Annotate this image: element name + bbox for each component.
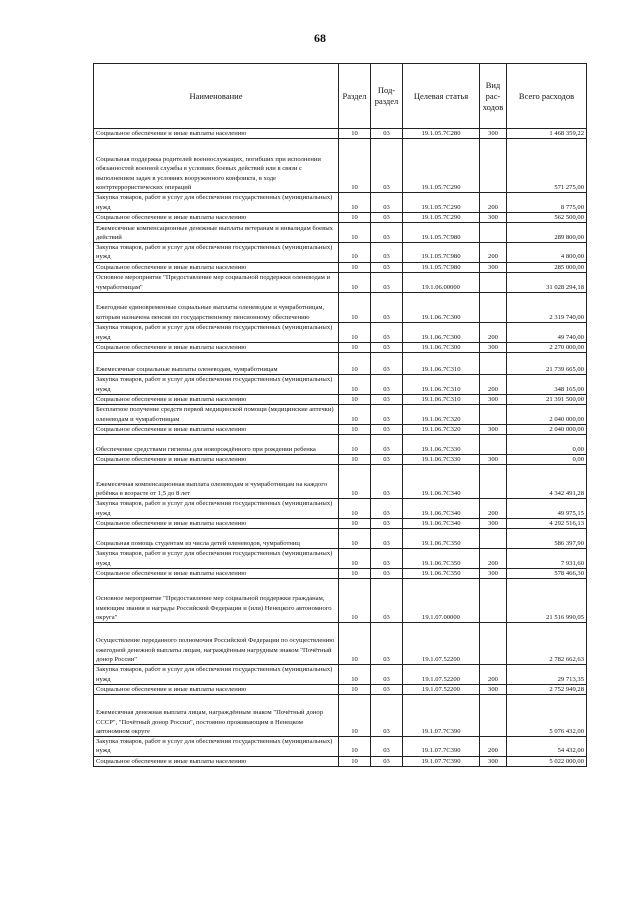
table-row xyxy=(94,262,587,272)
cell-name: Основное мероприятие "Предоставление мер социальной поддержки гражданам, имеющим звания и награды Российской Федерации и (или) Ненецкого автономного округа" xyxy=(94,579,339,623)
cell-name: Социальное обеспечение и иные выплаты населению xyxy=(94,455,339,465)
cell-subsection: 03 xyxy=(371,243,403,263)
cell-total: 2 040 000,00 xyxy=(507,405,587,425)
cell-total: 2 270 000,00 xyxy=(507,343,587,353)
table-row xyxy=(94,623,587,665)
cell-type: 200 xyxy=(480,737,507,757)
cell-type xyxy=(480,293,507,323)
table-row xyxy=(94,405,587,425)
cell-section: 10 xyxy=(339,129,371,139)
cell-type: 300 xyxy=(480,455,507,465)
cell-type: 300 xyxy=(480,262,507,272)
cell-name: Закупка товаров, работ и услуг для обеспечения государственных (муниципальных) нужд xyxy=(94,737,339,757)
cell-section: 10 xyxy=(339,243,371,263)
cell-target: 19.1.06.00000 xyxy=(403,273,480,293)
cell-total: 0,00 xyxy=(507,455,587,465)
cell-target: 19.1.06.7C320 xyxy=(403,405,480,425)
cell-target: 19.1.07.00000 xyxy=(403,579,480,623)
cell-name: Социальное обеспечение и иные выплаты населению xyxy=(94,129,339,139)
table-row xyxy=(94,424,587,434)
cell-target: 19.1.06.7C330 xyxy=(403,455,480,465)
cell-type: 300 xyxy=(480,684,507,694)
table-row xyxy=(94,293,587,323)
cell-section: 10 xyxy=(339,529,371,549)
table-row xyxy=(94,465,587,499)
cell-target: 19.1.06.7C320 xyxy=(403,424,480,434)
table-row xyxy=(94,212,587,222)
cell-type: 300 xyxy=(480,394,507,404)
cell-type xyxy=(480,435,507,455)
cell-section: 10 xyxy=(339,549,371,569)
cell-target: 19.1.05.7C980 xyxy=(403,262,480,272)
cell-target: 19.1.06.7C350 xyxy=(403,549,480,569)
table-row xyxy=(94,455,587,465)
table-row xyxy=(94,756,587,766)
table-row xyxy=(94,375,587,395)
cell-total: 49 740,00 xyxy=(507,323,587,343)
cell-section: 10 xyxy=(339,465,371,499)
table-row xyxy=(94,519,587,529)
cell-subsection: 03 xyxy=(371,549,403,569)
cell-subsection: 03 xyxy=(371,139,403,193)
cell-section: 10 xyxy=(339,353,371,375)
cell-name: Социальное обеспечение и иные выплаты населению xyxy=(94,424,339,434)
cell-subsection: 03 xyxy=(371,519,403,529)
cell-total: 2 040 000,00 xyxy=(507,424,587,434)
cell-target: 19.1.06.7C310 xyxy=(403,353,480,375)
cell-name: Социальное обеспечение и иные выплаты населению xyxy=(94,684,339,694)
cell-type: 200 xyxy=(480,665,507,685)
cell-name: Осуществление переданного полномочия Российской Федерации по осуществлению ежегодной денежной выплаты лицам, награждённым нагрудным знаком "Почётный донор России" xyxy=(94,623,339,665)
table-row xyxy=(94,129,587,139)
table-body xyxy=(94,129,587,767)
cell-target: 19.1.05.7C280 xyxy=(403,129,480,139)
cell-type xyxy=(480,223,507,243)
cell-total: 1 468 359,22 xyxy=(507,129,587,139)
table-row xyxy=(94,193,587,213)
table-row xyxy=(94,223,587,243)
cell-type: 300 xyxy=(480,519,507,529)
cell-subsection: 03 xyxy=(371,568,403,578)
table-row xyxy=(94,499,587,519)
cell-type xyxy=(480,465,507,499)
cell-total: 4 292 516,13 xyxy=(507,519,587,529)
cell-name: Ежемесячная компенсационная выплата оленеводам и чумработницам на каждого ребёнка в возрасте от 1,5 до 8 лет xyxy=(94,465,339,499)
cell-target: 19.1.06.7C330 xyxy=(403,435,480,455)
cell-type: 300 xyxy=(480,129,507,139)
cell-total: 562 500,00 xyxy=(507,212,587,222)
cell-target: 19.1.07.52200 xyxy=(403,623,480,665)
cell-total: 7 931,60 xyxy=(507,549,587,569)
cell-name: Обеспечение средствами гигиены для новорождённого при рождении ребенка xyxy=(94,435,339,455)
cell-type: 300 xyxy=(480,424,507,434)
cell-section: 10 xyxy=(339,405,371,425)
cell-total: 8 775,00 xyxy=(507,193,587,213)
cell-target: 19.1.06.7C350 xyxy=(403,529,480,549)
cell-total: 348 165,00 xyxy=(507,375,587,395)
cell-subsection: 03 xyxy=(371,455,403,465)
cell-total: 4 342 491,28 xyxy=(507,465,587,499)
cell-target: 19.1.05.7C290 xyxy=(403,193,480,213)
cell-subsection: 03 xyxy=(371,273,403,293)
cell-name: Основное мероприятие "Предоставление мер социальной поддержки оленеводам и чумработницам" xyxy=(94,273,339,293)
page-number: 68 xyxy=(314,31,326,45)
cell-type: 300 xyxy=(480,212,507,222)
cell-subsection: 03 xyxy=(371,665,403,685)
cell-section: 10 xyxy=(339,343,371,353)
cell-subsection: 03 xyxy=(371,695,403,737)
cell-type: 200 xyxy=(480,499,507,519)
cell-type xyxy=(480,529,507,549)
cell-type xyxy=(480,579,507,623)
header-expense-type: Вид рас-ходов xyxy=(480,64,507,129)
cell-subsection: 03 xyxy=(371,343,403,353)
cell-total: 31 028 294,18 xyxy=(507,273,587,293)
cell-section: 10 xyxy=(339,684,371,694)
cell-target: 19.1.07.7C390 xyxy=(403,737,480,757)
cell-total: 5 022 000,00 xyxy=(507,756,587,766)
table-row xyxy=(94,737,587,757)
cell-type: 200 xyxy=(480,193,507,213)
cell-name: Закупка товаров, работ и услуг для обеспечения государственных (муниципальных) нужд xyxy=(94,323,339,343)
cell-target: 19.1.06.7C350 xyxy=(403,568,480,578)
cell-total: 21 516 990,05 xyxy=(507,579,587,623)
cell-target: 19.1.06.7C300 xyxy=(403,293,480,323)
cell-total: 54 432,00 xyxy=(507,737,587,757)
cell-total: 49 975,15 xyxy=(507,499,587,519)
table-row xyxy=(94,435,587,455)
cell-total: 571 275,00 xyxy=(507,139,587,193)
cell-subsection: 03 xyxy=(371,353,403,375)
cell-section: 10 xyxy=(339,262,371,272)
cell-section: 10 xyxy=(339,375,371,395)
table-header-row xyxy=(94,64,587,129)
cell-total: 21 739 665,00 xyxy=(507,353,587,375)
cell-type xyxy=(480,695,507,737)
cell-section: 10 xyxy=(339,455,371,465)
table-row xyxy=(94,568,587,578)
header-name: Наименование xyxy=(94,64,339,129)
cell-target: 19.1.07.52200 xyxy=(403,665,480,685)
cell-name: Социальное обеспечение и иные выплаты населению xyxy=(94,568,339,578)
cell-type: 300 xyxy=(480,756,507,766)
cell-name: Закупка товаров, работ и услуг для обеспечения государственных (муниципальных) нужд xyxy=(94,665,339,685)
cell-name: Закупка товаров, работ и услуг для обеспечения государственных (муниципальных) нужд xyxy=(94,193,339,213)
cell-name: Бесплатное получение средств первой медицинской помощи (медицинские аптечки) оленеводам и чумработницам xyxy=(94,405,339,425)
cell-target: 19.1.05.7C980 xyxy=(403,223,480,243)
cell-target: 19.1.05.7C290 xyxy=(403,139,480,193)
cell-name: Ежемесячные социальные выплаты оленеводам, чумработницам xyxy=(94,353,339,375)
cell-name: Социальное обеспечение и иные выплаты населению xyxy=(94,756,339,766)
cell-type xyxy=(480,405,507,425)
header-total: Всего расходов xyxy=(507,64,587,129)
cell-section: 10 xyxy=(339,323,371,343)
cell-subsection: 03 xyxy=(371,394,403,404)
cell-section: 10 xyxy=(339,579,371,623)
cell-target: 19.1.07.7C390 xyxy=(403,756,480,766)
cell-subsection: 03 xyxy=(371,293,403,323)
cell-type xyxy=(480,139,507,193)
cell-subsection: 03 xyxy=(371,499,403,519)
cell-total: 578 466,30 xyxy=(507,568,587,578)
cell-type xyxy=(480,353,507,375)
cell-section: 10 xyxy=(339,435,371,455)
cell-name: Социальное обеспечение и иные выплаты населению xyxy=(94,262,339,272)
cell-section: 10 xyxy=(339,293,371,323)
cell-type: 200 xyxy=(480,323,507,343)
cell-total: 29 713,35 xyxy=(507,665,587,685)
cell-target: 19.1.06.7C310 xyxy=(403,394,480,404)
cell-type: 300 xyxy=(480,343,507,353)
table-row xyxy=(94,394,587,404)
budget-table xyxy=(93,63,587,767)
table-row xyxy=(94,343,587,353)
cell-subsection: 03 xyxy=(371,223,403,243)
cell-section: 10 xyxy=(339,424,371,434)
cell-subsection: 03 xyxy=(371,465,403,499)
table-row xyxy=(94,695,587,737)
cell-target: 19.1.06.7C300 xyxy=(403,343,480,353)
cell-subsection: 03 xyxy=(371,323,403,343)
header-subsection: Под-раздел xyxy=(371,64,403,129)
cell-total: 5 076 432,00 xyxy=(507,695,587,737)
cell-name: Социальная помощь студентам из числа детей оленеводов, чумработниц xyxy=(94,529,339,549)
cell-total: 2 782 662,63 xyxy=(507,623,587,665)
cell-name: Ежемесячная денежная выплата лицам, награждённым знаком "Почётный донор СССР", "Почётный донор России", постоянно проживающим в Ненецком автономном округе xyxy=(94,695,339,737)
table-row xyxy=(94,273,587,293)
cell-name: Социальная поддержка родителей военнослужащих, погибших при исполнении обязанностей военной службы в условиях боевых действий или в связи с выполнением задач в условиях вооруженного конфликта, в ходе контртеррористических операций xyxy=(94,139,339,193)
table-row xyxy=(94,353,587,375)
cell-section: 10 xyxy=(339,139,371,193)
cell-name: Закупка товаров, работ и услуг для обеспечения государственных (муниципальных) нужд xyxy=(94,375,339,395)
cell-total: 4 800,00 xyxy=(507,243,587,263)
table-row xyxy=(94,139,587,193)
cell-section: 10 xyxy=(339,568,371,578)
cell-subsection: 03 xyxy=(371,737,403,757)
header-section: Раздел xyxy=(339,64,371,129)
table-row xyxy=(94,549,587,569)
cell-subsection: 03 xyxy=(371,529,403,549)
cell-subsection: 03 xyxy=(371,405,403,425)
cell-subsection: 03 xyxy=(371,262,403,272)
cell-section: 10 xyxy=(339,737,371,757)
cell-type: 200 xyxy=(480,375,507,395)
cell-subsection: 03 xyxy=(371,193,403,213)
cell-subsection: 03 xyxy=(371,375,403,395)
cell-total: 2 752 949,28 xyxy=(507,684,587,694)
cell-section: 10 xyxy=(339,695,371,737)
table-row xyxy=(94,243,587,263)
cell-name: Социальное обеспечение и иные выплаты населению xyxy=(94,212,339,222)
cell-type: 200 xyxy=(480,549,507,569)
cell-target: 19.1.07.52200 xyxy=(403,684,480,694)
cell-section: 10 xyxy=(339,665,371,685)
cell-total: 2 319 740,00 xyxy=(507,293,587,323)
header-target: Целевая статья xyxy=(403,64,480,129)
cell-section: 10 xyxy=(339,623,371,665)
cell-target: 19.1.06.7C310 xyxy=(403,375,480,395)
cell-name: Закупка товаров, работ и услуг для обеспечения государственных (муниципальных) нужд xyxy=(94,549,339,569)
cell-section: 10 xyxy=(339,756,371,766)
cell-section: 10 xyxy=(339,499,371,519)
cell-subsection: 03 xyxy=(371,435,403,455)
table-row xyxy=(94,579,587,623)
cell-total: 0,00 xyxy=(507,435,587,455)
cell-subsection: 03 xyxy=(371,212,403,222)
cell-subsection: 03 xyxy=(371,579,403,623)
cell-section: 10 xyxy=(339,193,371,213)
cell-total: 586 397,90 xyxy=(507,529,587,549)
cell-name: Ежемесячные компенсационные денежные выплаты ветеранам и инвалидам боевых действий xyxy=(94,223,339,243)
cell-type: 300 xyxy=(480,568,507,578)
cell-target: 19.1.07.7C390 xyxy=(403,695,480,737)
cell-section: 10 xyxy=(339,223,371,243)
cell-type: 200 xyxy=(480,243,507,263)
cell-section: 10 xyxy=(339,273,371,293)
table-row xyxy=(94,529,587,549)
cell-section: 10 xyxy=(339,212,371,222)
cell-type xyxy=(480,273,507,293)
cell-target: 19.1.05.7C290 xyxy=(403,212,480,222)
cell-type xyxy=(480,623,507,665)
cell-total: 285 000,00 xyxy=(507,262,587,272)
cell-name: Социальное обеспечение и иные выплаты населению xyxy=(94,343,339,353)
cell-target: 19.1.06.7C340 xyxy=(403,499,480,519)
cell-name: Закупка товаров, работ и услуг для обеспечения государственных (муниципальных) нужд xyxy=(94,499,339,519)
cell-target: 19.1.05.7C980 xyxy=(403,243,480,263)
cell-total: 289 800,00 xyxy=(507,223,587,243)
cell-name: Социальное обеспечение и иные выплаты населению xyxy=(94,519,339,529)
cell-target: 19.1.06.7C340 xyxy=(403,465,480,499)
cell-subsection: 03 xyxy=(371,129,403,139)
cell-subsection: 03 xyxy=(371,684,403,694)
table-row xyxy=(94,665,587,685)
cell-total: 21 391 500,00 xyxy=(507,394,587,404)
cell-section: 10 xyxy=(339,394,371,404)
cell-subsection: 03 xyxy=(371,424,403,434)
cell-name: Социальное обеспечение и иные выплаты населению xyxy=(94,394,339,404)
table-row xyxy=(94,323,587,343)
cell-name: Закупка товаров, работ и услуг для обеспечения государственных (муниципальных) нужд xyxy=(94,243,339,263)
cell-target: 19.1.06.7C340 xyxy=(403,519,480,529)
cell-section: 10 xyxy=(339,519,371,529)
cell-subsection: 03 xyxy=(371,756,403,766)
table-row xyxy=(94,684,587,694)
cell-subsection: 03 xyxy=(371,623,403,665)
cell-name: Ежегодные единовременные социальные выплаты оленеводам и чумработницам, которым назначена пенсия по государственному пенсионному обеспечению xyxy=(94,293,339,323)
cell-target: 19.1.06.7C300 xyxy=(403,323,480,343)
